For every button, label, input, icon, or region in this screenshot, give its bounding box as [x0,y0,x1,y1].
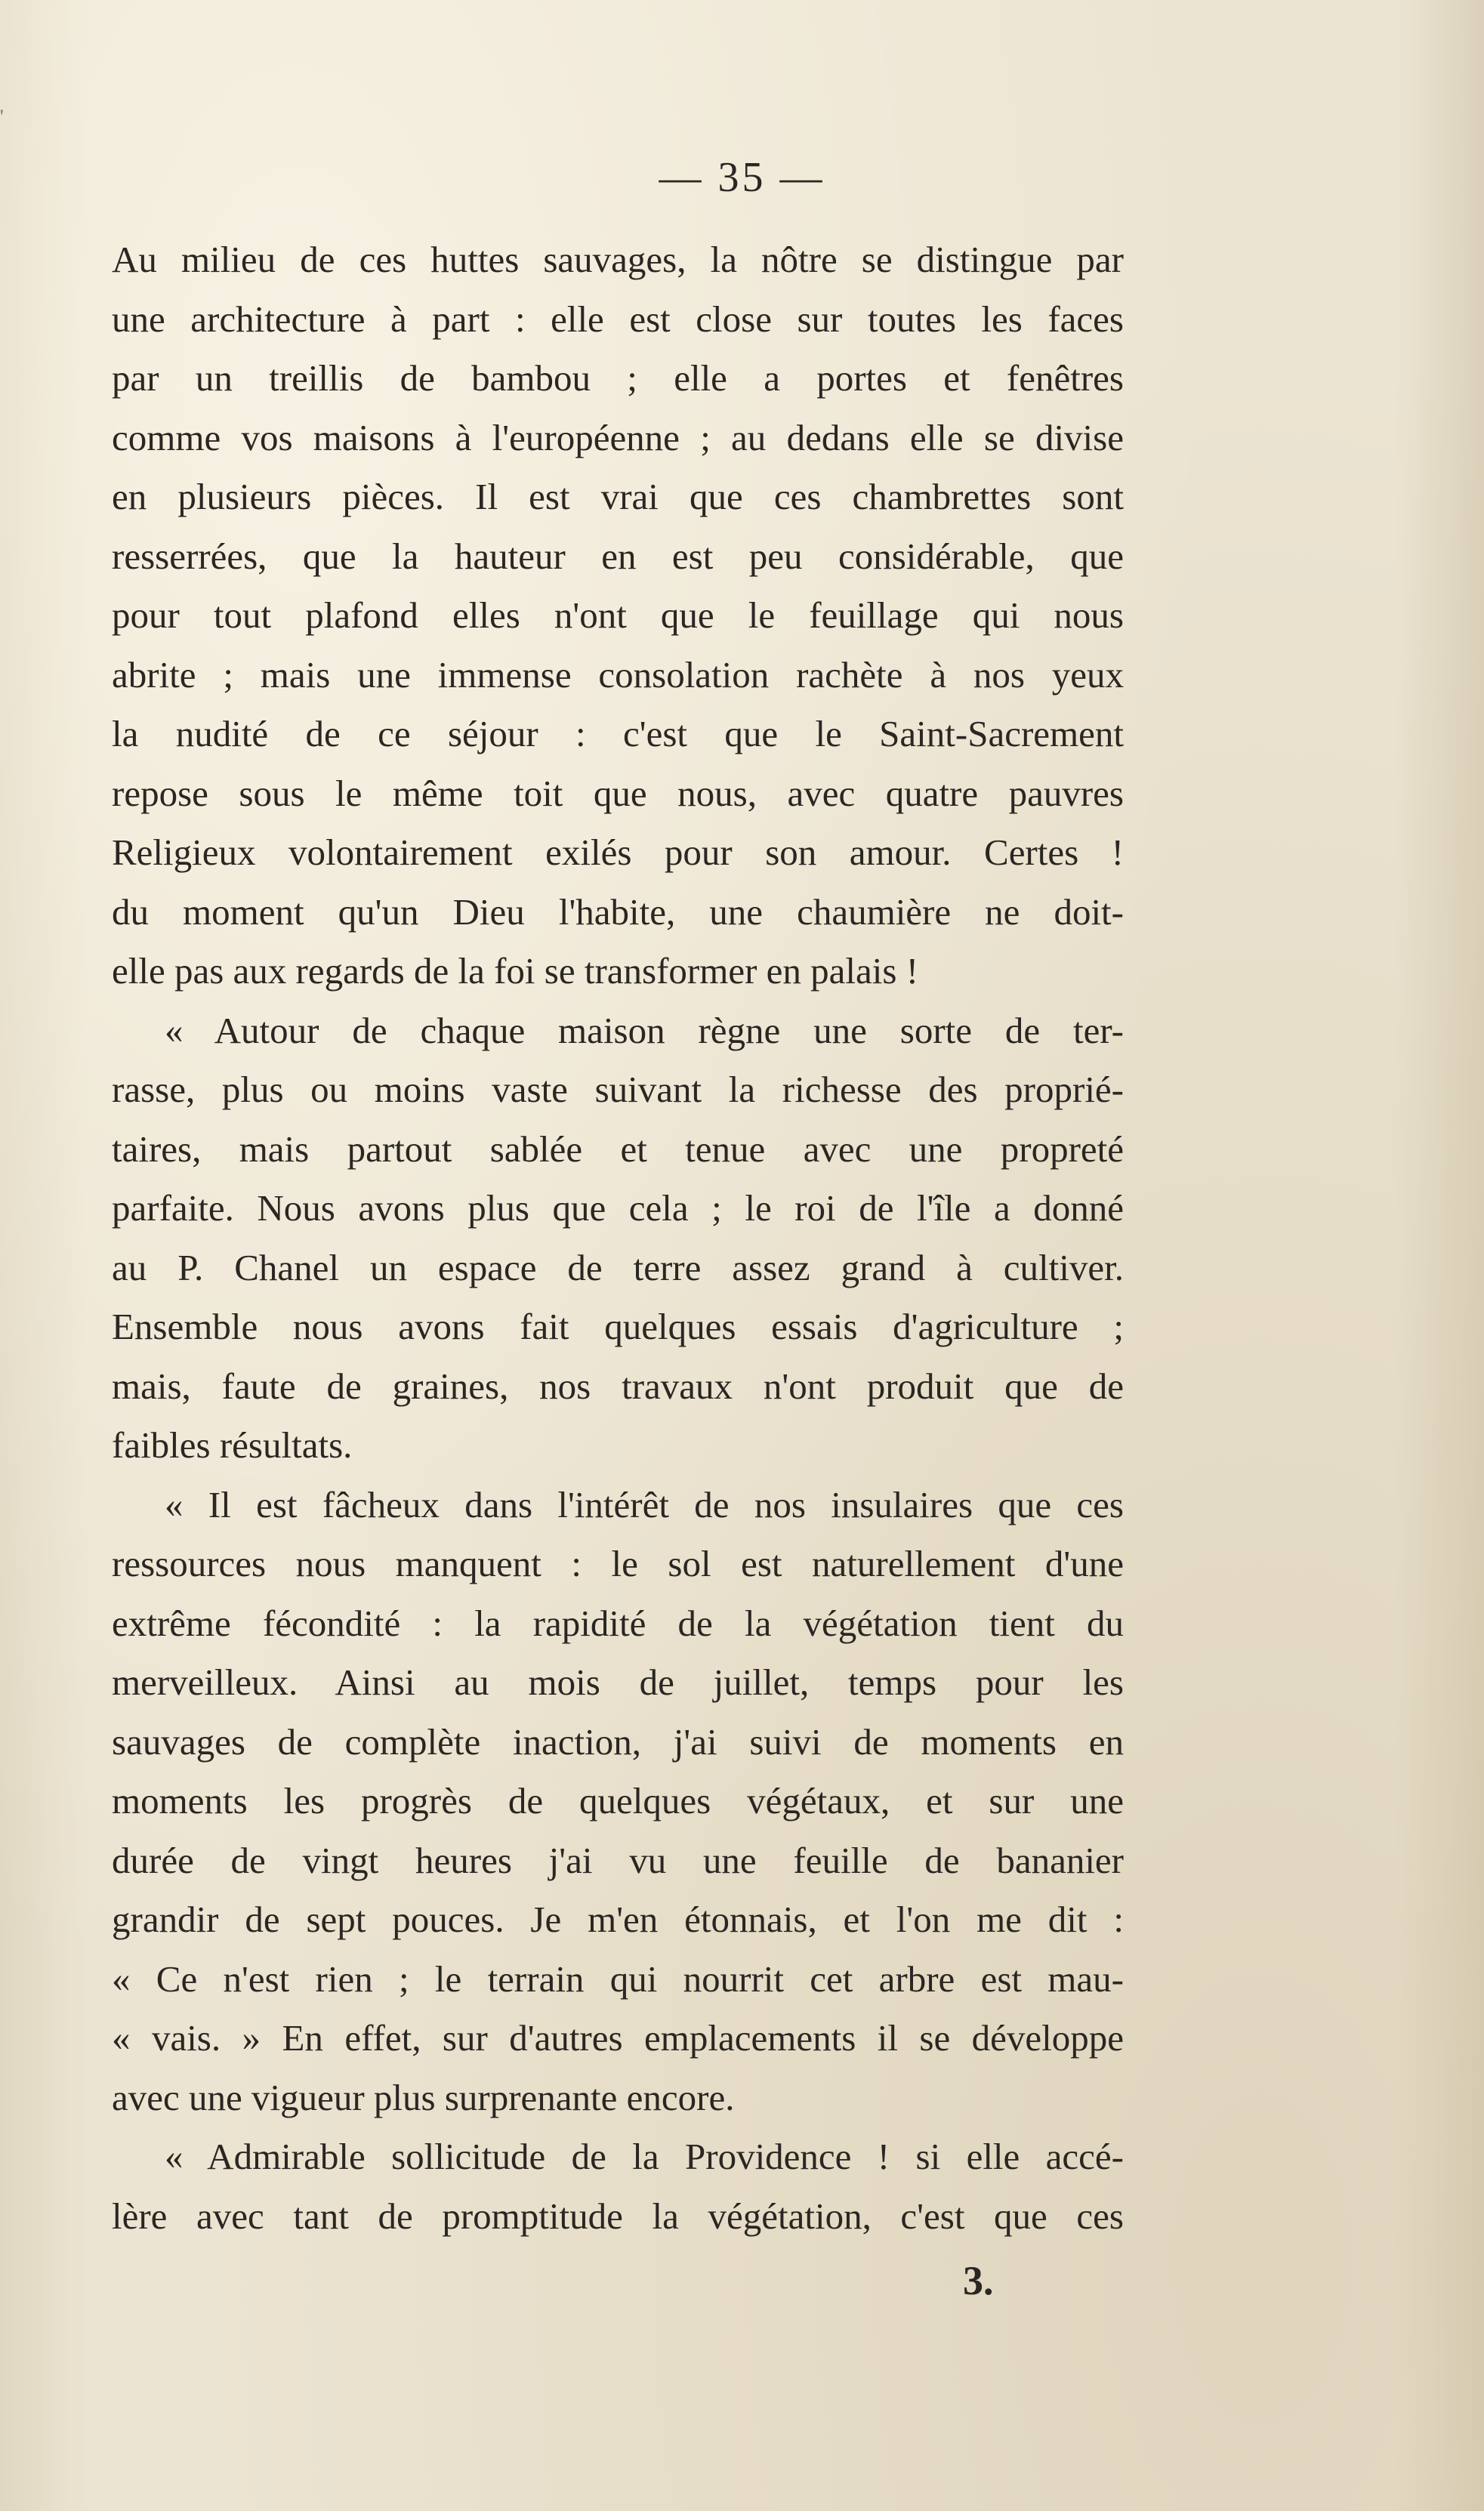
text-line: grandir de sept pouces. Je m'en étonnais, et l'on me dit : [112,1899,1124,1940]
text-line: du moment qu'un Dieu l'habite, une chaumière ne doit- [112,890,1124,933]
paragraph-first-line: « Admirable sollicitude de la Providence ! si elle accé- [165,2136,1124,2177]
text-line: durée de vingt heures j'ai vu une feuille de bananier [112,1839,1124,1881]
text-line: mais, faute de graines, nos travaux n'ont produit que de [112,1365,1124,1407]
edge-mark: ' [0,106,4,128]
text-line: elle pas aux regards de la foi se transformer en palais ! [112,950,919,992]
text-line: pour tout plafond elles n'ont que le feuillage qui nous [112,594,1124,636]
text-line: repose sous le même toit que nous, avec quatre pauvres [112,772,1124,814]
text-line: extrême fécondité : la rapidité de la végétation tient du [112,1602,1124,1644]
text-line: parfaite. Nous avons plus que cela ; le roi de l'île a donné [112,1187,1124,1229]
text-line: au P. Chanel un espace de terre assez grand à cultiver. [112,1246,1124,1288]
text-line: avec une vigueur plus surprenante encore. [112,2076,735,2118]
signature-mark: 3. [963,2258,994,2303]
text-line: « Ce n'est rien ; le terrain qui nourrit cet arbre est mau- [112,1957,1124,2000]
text-line: Ensemble nous avons fait quelques essais d'agriculture ; [112,1306,1124,1347]
text-line: comme vos maisons à l'européenne ; au dedans elle se divise [112,416,1124,458]
text-line: taires, mais partout sablée et tenue avec une propreté [112,1127,1124,1170]
text-line: « vais. » En effet, sur d'autres emplacements il se développe [112,2017,1124,2059]
text-line: Religieux volontairement exilés pour son amour. Certes ! [112,831,1124,873]
text-line: en plusieurs pièces. Il est vrai que ces chambrettes sont [112,476,1124,517]
text-line: moments les progrès de quelques végétaux, et sur une [112,1780,1124,1822]
text-line: faibles résultats. [112,1424,353,1466]
text-line: une architecture à part : elle est close sur toutes les faces [112,298,1124,340]
text-line: Au milieu de ces huttes sauvages, la nôtre se distingue par [112,239,1124,280]
text-line: resserrées, que la hauteur en est peu considérable, que [112,535,1124,577]
text-line: la nudité de ce séjour : c'est que le Saint-Sacrement [112,713,1124,754]
text-line: ressources nous manquent : le sol est naturellement d'une [112,1543,1124,1584]
text-line: merveilleux. Ainsi au mois de juillet, temps pour les [112,1661,1124,1703]
text-line: par un treillis de bambou ; elle a portes et fenêtres [112,357,1124,399]
text-line: abrite ; mais une immense consolation rachète à nos yeux [112,653,1124,696]
text-line: lère avec tant de promptitude la végétation, c'est que ces [112,2195,1124,2237]
paragraph-first-line: « Il est fâcheux dans l'intérêt de nos insulaires que ces [165,1483,1124,1525]
body-text [112,230,1124,2246]
page-number: — 35 — [659,154,825,201]
text-line: rasse, plus ou moins vaste suivant la richesse des proprié- [112,1069,1124,1110]
paragraph-first-line: « Autour de chaque maison règne une sorte de ter- [165,1009,1124,1051]
text-line: sauvages de complète inaction, j'ai suivi de moments en [112,1720,1124,1763]
